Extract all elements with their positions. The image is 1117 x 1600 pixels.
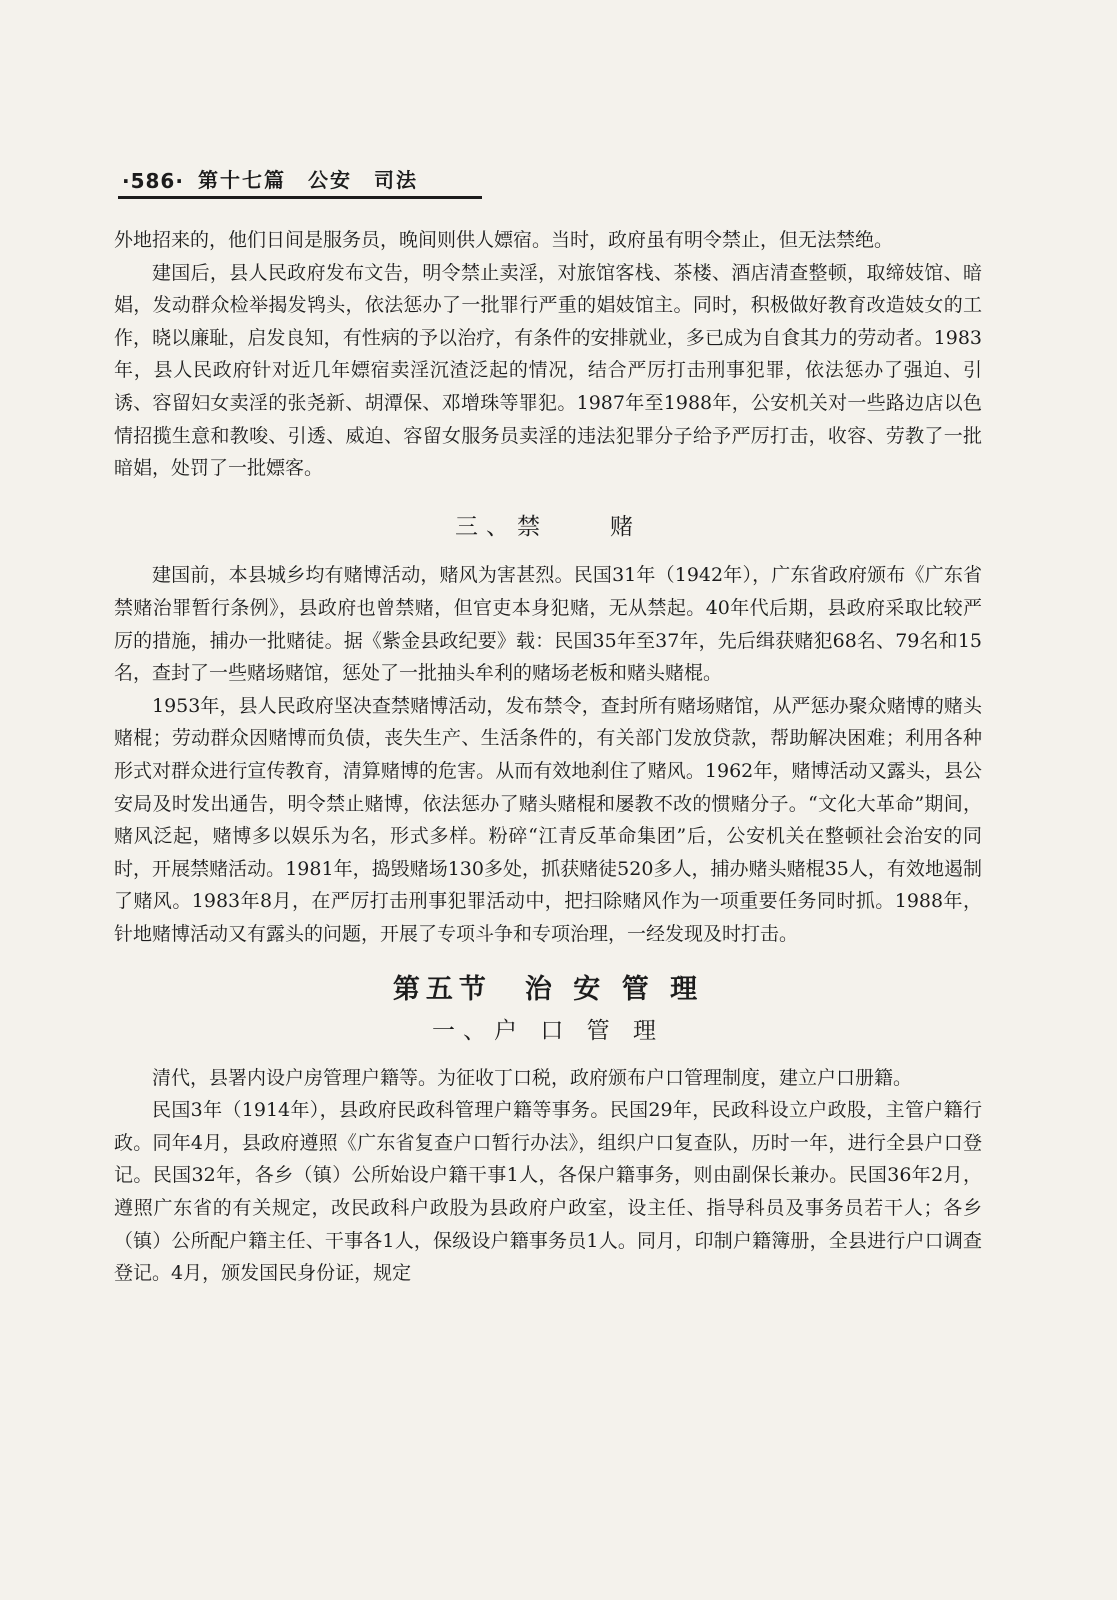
header-rule (118, 196, 482, 199)
paragraph: 建国前，本县城乡均有赌博活动，赌风为害甚烈。民国31年（1942年），广东省政府颁布《广东省禁赌治罪暂行条例》，县政府也曾禁赌，但官吏本身犯赌，无从禁起。40年代后期，县政府采取比较严厉的措施，捕办一批赌徒。据《紫金县政纪要》载：民国35年至37年，先后缉获赌犯68名、79名和15名，查封了一些赌场赌馆，惩处了一批抽头牟利的赌场老板和赌头赌棍。 (114, 564, 982, 685)
paragraph: 1953年，县人民政府坚决查禁赌博活动，发布禁令，查封所有赌场赌馆，从严惩办聚众赌博的赌头赌棍；劳动群众因赌博而负债，丧失生产、生活条件的，有关部门发放贷款，帮助解决困难；利用各种形式对群众进行宣传教育，清算赌博的危害。从而有效地刹住了赌风。1962年，赌博活动又露头，县公安局及时发出通告，明令禁止赌博，依法惩办了赌头赌棍和屡教不改的惯赌分子。“文化大革命”期间，赌风泛起，赌博多以娱乐为名，形式多样。粉碎“江青反革命集团”后，公安机关在整顿社会治安的同时，开展禁赌活动。1981年，捣毁赌场130多处，抓获赌徒520多人，捕办赌头赌棍35人，有效地遏制了赌风。1983年8月，在严厉打击刑事犯罪活动中，把扫除赌风作为一项重要任务同时抓。1988年，针地赌博活动又有露头的问题，开展了专项斗争和专项治理，一经发现及时打击。 (114, 694, 982, 945)
page-number: ·586· (122, 169, 184, 193)
running-header (122, 164, 482, 199)
paragraph: 外地招来的，他们日间是服务员，晚间则供人嫖宿。当时，政府虽有明令禁止，但无法禁绝。 (114, 229, 894, 251)
paragraph: 清代，县署内设户房管理户籍等。为征收丁口税，政府颁布户口管理制度，建立户口册籍。 (152, 1066, 913, 1089)
subsection-heading-household: 一、户 口 管 理 (432, 1018, 664, 1045)
chapter-title: 第十七篇 公安 司法 (197, 168, 418, 192)
subsection-heading-gambling: 三、禁 赌 (455, 513, 641, 540)
paragraph: 民国3年（1914年），县政府民政科管理户籍等事务。民国29年，民政科设立户政股，主管户籍行政。同年4月，县政府遵照《广东省复查户口暂行办法》，组织户口复查队，历时一年，进行全县户口登记。民国32年，各乡（镇）公所始设户籍干事1人，各保户籍事务，则由副保长兼办。民国36年2月，遵照广东省的有关规定，改民政科户政股为县政府户政室，设主任、指导科员及事务员若干人；各乡（镇）公所配户籍主任、干事各1人，保级设户籍事务员1人。同月，印制户籍簿册，全县进行户口调查登记。4月，颁发国民身份证，规定 (114, 1099, 982, 1285)
body-text (114, 224, 982, 1290)
section-heading: 第五节 治 安 管 理 (392, 974, 704, 1006)
paragraph: 建国后，县人民政府发布文告，明令禁止卖淫，对旅馆客栈、茶楼、酒店清查整顿，取缔妓馆、暗娼，发动群众检举揭发鸨头，依法惩办了一批罪行严重的娼妓馆主。同时，积极做好教育改造妓女的工作，晓以廉耻，启发良知，有性病的予以治疗，有条件的安排就业，多已成为自食其力的劳动者。1983年，县人民政府针对近几年嫖宿卖淫沉渣泛起的情况，结合严厉打击刑事犯罪，依法惩办了强迫、引诱、容留妇女卖淫的张尧新、胡潭保、邓增珠等罪犯。1987年至1988年，公安机关对一些路边店以色情招揽生意和教唆、引透、威迫、容留女服务员卖淫的违法犯罪分子给予严厉打击，收容、劳教了一批暗娼，处罚了一批嫖客。 (114, 261, 982, 480)
